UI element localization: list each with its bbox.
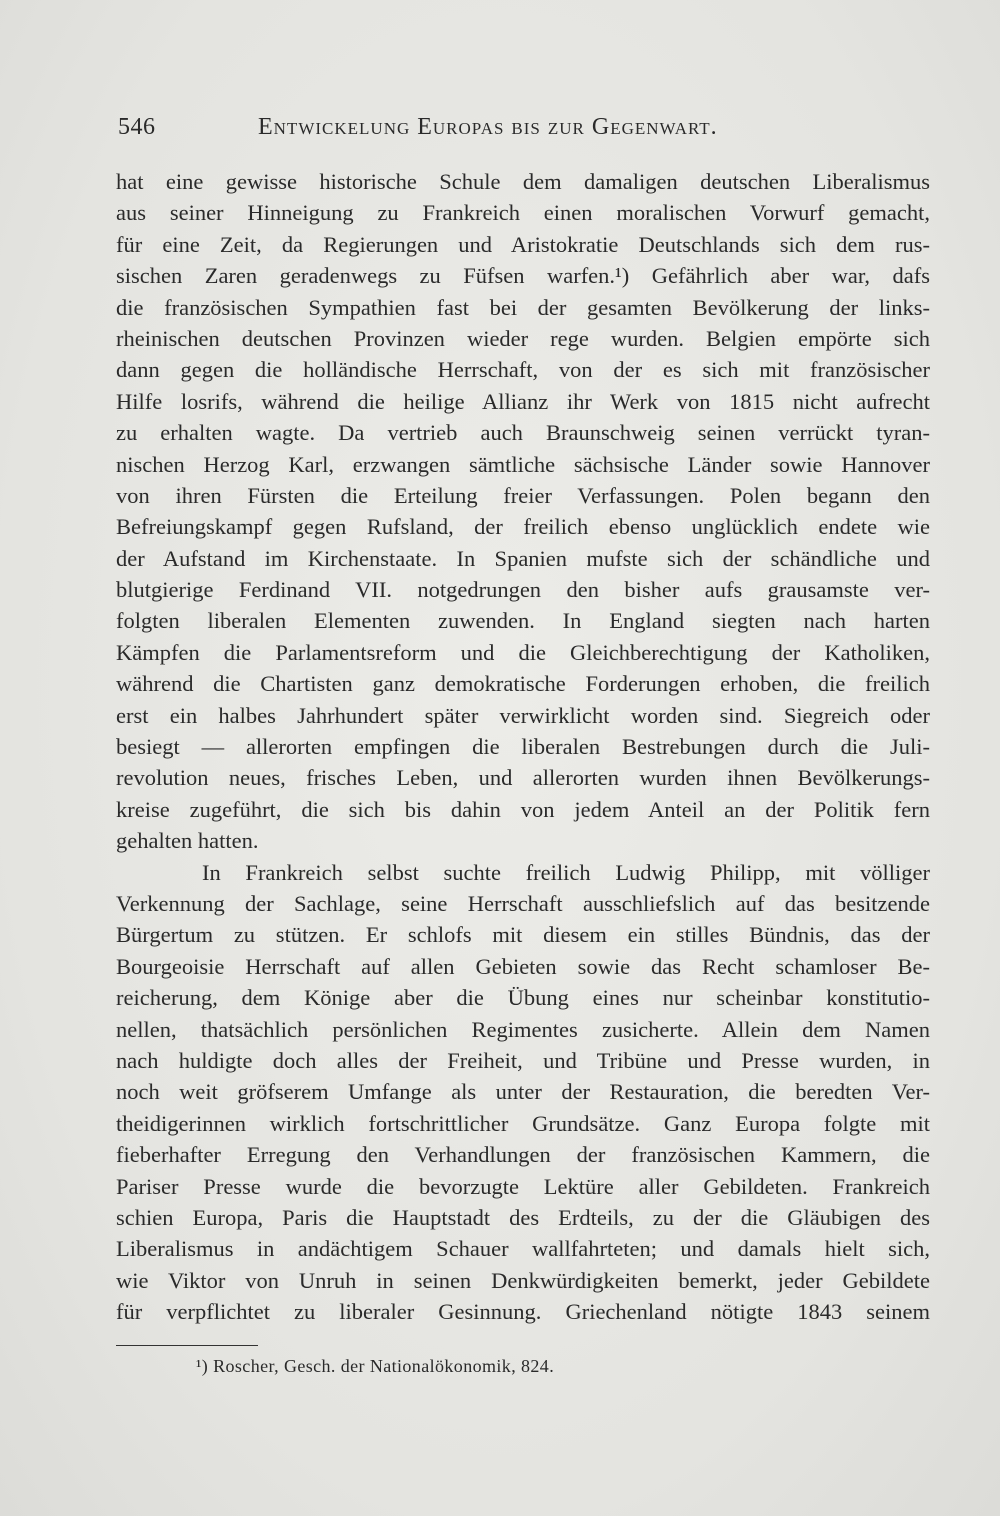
- text-line: revolution neues, frisches Leben, und allerorten wurden ihnen Bevölkerungs-: [116, 765, 930, 791]
- text-line: Verkennung der Sachlage, seine Herrschaft ausschliefslich auf das besitzende: [116, 890, 930, 916]
- text-line: für verpflichtet zu liberaler Gesinnung. Griechenland nötigte 1843 seinem: [116, 1299, 930, 1325]
- text-line: erst ein halbes Jahrhundert später verwirklicht worden sind. Siegreich oder: [116, 702, 930, 728]
- text-line: Hilfe losrifs, während die heilige Allianz ihr Werk von 1815 nicht aufrecht: [116, 388, 930, 414]
- text-line: hat eine gewisse historische Schule dem damaligen deutschen Liberalismus: [116, 169, 930, 194]
- running-head: Entwickelung Europas bis zur Gegenwart.: [258, 114, 718, 140]
- text-line: rheinischen deutschen Provinzen wieder rege wurden. Belgien empörte sich: [116, 325, 930, 351]
- page-header: [118, 114, 930, 150]
- text-line: blutgierige Ferdinand VII. notgedrungen den bisher aufs grausamste ver-: [116, 577, 930, 603]
- text-line: der Aufstand im Kirchenstaate. In Spanien mufste sich der schändliche und: [116, 545, 930, 571]
- text-line: sischen Zaren geradenwegs zu Füfsen warfen.¹) Gefährlich aber war, dafs: [116, 263, 930, 289]
- text-line: von ihren Fürsten die Erteilung freier Verfassungen. Polen begann den: [116, 482, 930, 508]
- text-line: fieberhafter Erregung den Verhandlungen der französischen Kammern, die: [116, 1142, 930, 1168]
- text-line: besiegt — allerorten empfingen die liberalen Bestrebungen durch die Juli-: [116, 734, 930, 760]
- text-line: nellen, thatsächlich persönlichen Regimentes zusicherte. Allein dem Namen: [116, 1016, 930, 1042]
- text-line: nach huldigte doch alles der Freiheit, und Tribüne und Presse wurden, in: [116, 1047, 930, 1073]
- text-line: während die Chartisten ganz demokratische Forderungen erhoben, die freilich: [116, 671, 930, 697]
- text-line: nischen Herzog Karl, erzwangen sämtliche sächsische Länder sowie Hannover: [116, 451, 930, 477]
- text-line: Bürgertum zu stützen. Er schlofs mit diesem ein stilles Bündnis, das der: [116, 922, 930, 948]
- text-line: Befreiungskampf gegen Rufsland, der freilich ebenso unglücklich endete wie: [116, 514, 930, 540]
- text-line: Bourgeoisie Herrschaft auf allen Gebieten sowie das Recht schamloser Be-: [116, 953, 930, 979]
- text-line: schien Europa, Paris die Hauptstadt des Erdteils, zu der die Gläubigen des: [116, 1204, 930, 1230]
- text-line: die französischen Sympathien fast bei der gesamten Bevölkerung der links-: [116, 294, 930, 320]
- page-number: 546: [118, 114, 156, 140]
- text-line: noch weit gröfserem Umfange als unter der Restauration, die beredten Ver-: [116, 1079, 930, 1105]
- paragraph-start-line: In Frankreich selbst suchte freilich Ludwig Philipp, mit völliger: [202, 859, 930, 885]
- text-line: Kämpfen die Parlamentsreform und die Gleichberechtigung der Katholiken,: [116, 639, 930, 665]
- text-line: kreise zugeführt, die sich bis dahin von jedem Anteil an der Politik fern: [116, 796, 930, 822]
- text-line: zu erhalten wagte. Da vertrieb auch Braunschweig seinen verrückt tyran-: [116, 420, 930, 446]
- text-line: Pariser Presse wurde die bevorzugte Lektüre aller Gebildeten. Frankreich: [116, 1173, 930, 1199]
- text-line: reicherung, dem Könige aber die Übung eines nur scheinbar konstitutio-: [116, 985, 930, 1011]
- text-line: dann gegen die holländische Herrschaft, von der es sich mit französischer: [116, 357, 930, 383]
- text-line: für eine Zeit, da Regierungen und Aristokratie Deutschlands sich dem rus-: [116, 231, 930, 257]
- paragraph-end-line: gehalten hatten.: [116, 828, 259, 854]
- text-line: Liberalismus in andächtigem Schauer wallfahrteten; und damals hielt sich,: [116, 1236, 930, 1262]
- body-text: [116, 166, 930, 1327]
- footnote-divider: [116, 1345, 258, 1346]
- text-line: aus seiner Hinneigung zu Frankreich einen moralischen Vorwurf gemacht,: [116, 200, 930, 226]
- text-line: folgten liberalen Elementen zuwenden. In England siegten nach harten: [116, 608, 930, 634]
- text-line: wie Viktor von Unruh in seinen Denkwürdigkeiten bemerkt, jeder Gebildete: [116, 1267, 930, 1293]
- footnote: ¹) Roscher, Gesch. der Nationalökonomik, 824.: [196, 1356, 555, 1376]
- text-line: theidigerinnen wirklich fortschrittlicher Grundsätze. Ganz Europa folgte mit: [116, 1110, 930, 1136]
